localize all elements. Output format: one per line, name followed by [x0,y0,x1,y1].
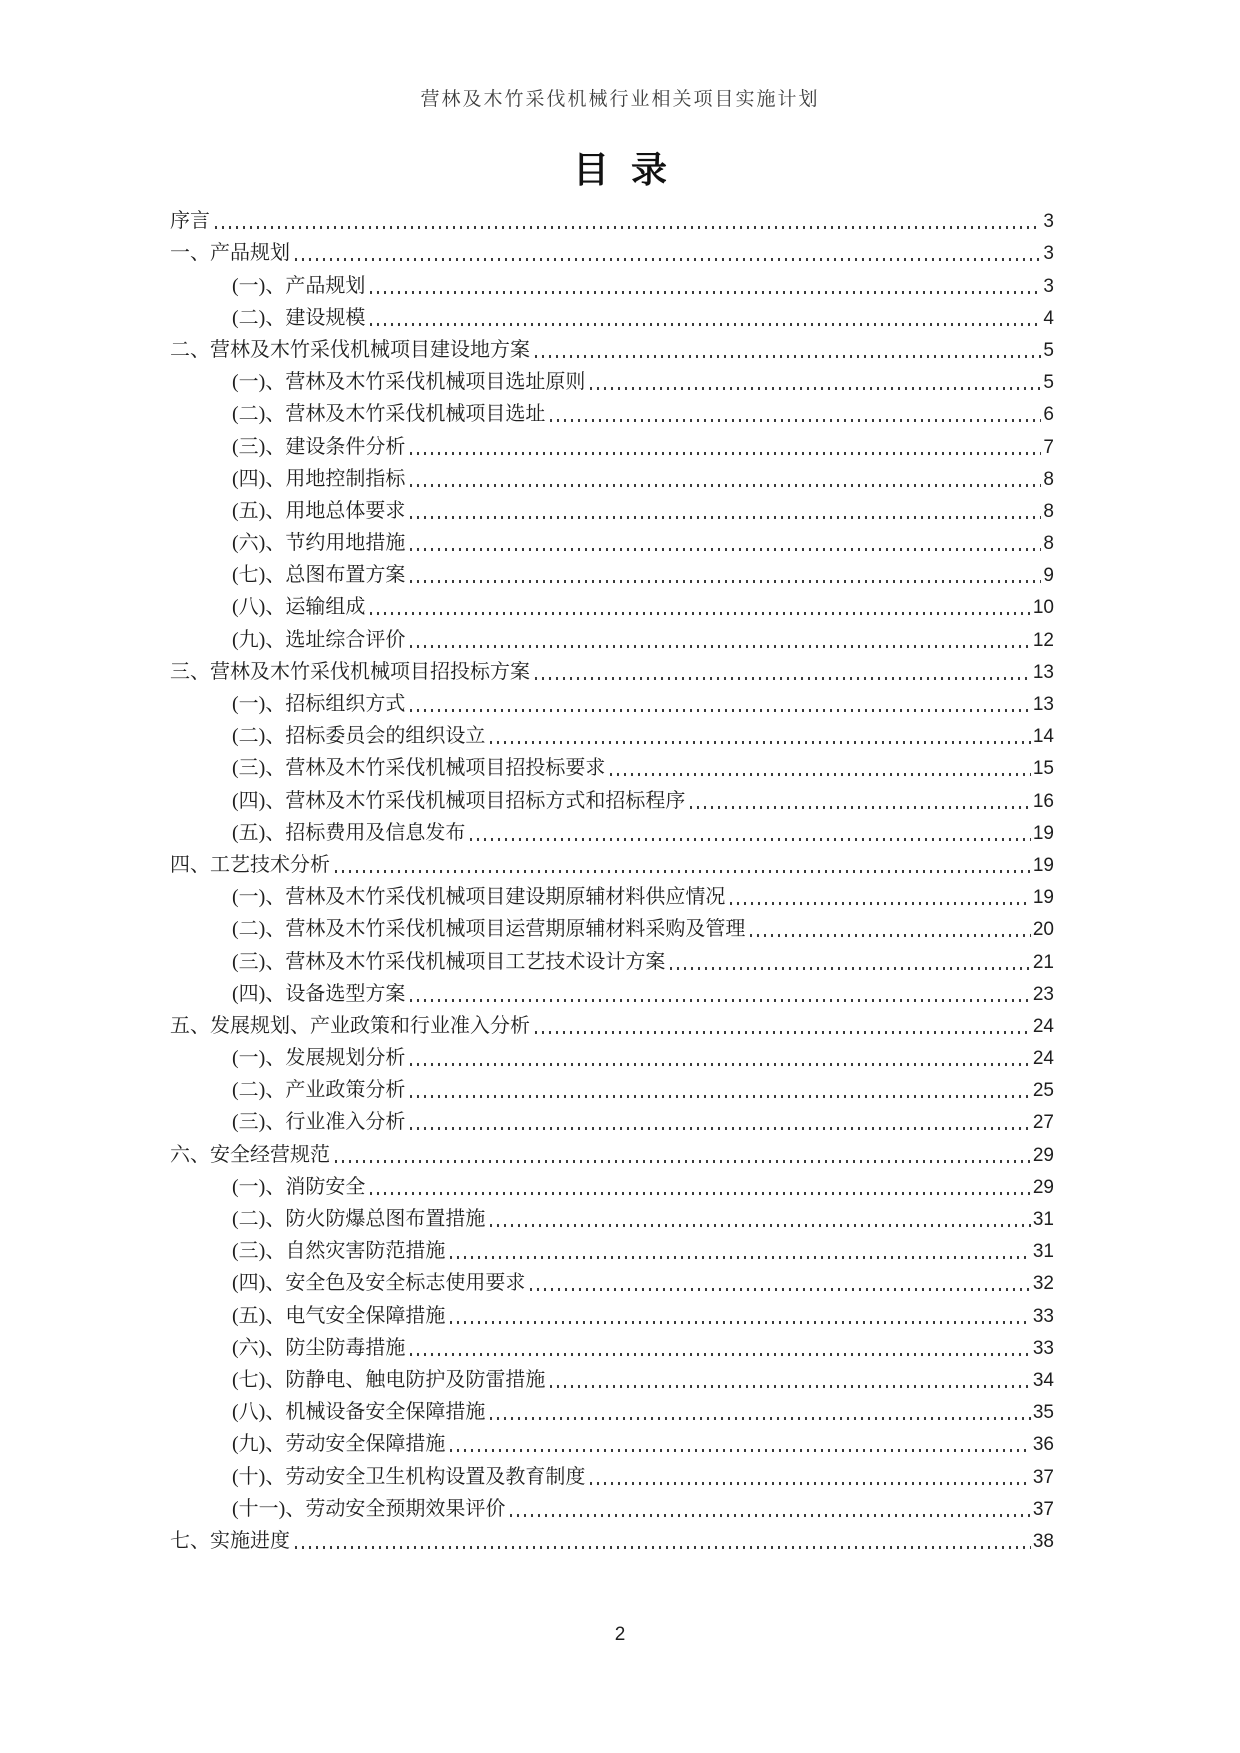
toc-entry-label: (六)、防尘防毒措施 [232,1336,406,1359]
toc-dot-leader [295,258,1041,261]
toc-entry-page-number: 5 [1043,372,1054,394]
toc-entry-label: (二)、防火防爆总图布置措施 [232,1208,486,1230]
toc-entry-label: 五、发展规划、产业政策和行业准入分析 [170,1014,530,1037]
toc-entry-label: (五)、招标费用及信息发布 [232,821,466,844]
toc-entry-label: (三)、自然灾害防范措施 [232,1240,446,1263]
toc-entry-page-number: 19 [1032,887,1054,909]
toc-entry-label: 一、产品规划 [170,242,290,265]
toc-entry-label: (九)、劳动安全保障措施 [232,1433,446,1456]
toc-entry-label: (七)、总图布置方案 [232,564,406,587]
toc-entry[interactable] [170,588,1054,620]
toc-entry[interactable] [170,685,1054,717]
document-header-title: 营林及木竹采伐机械行业相关项目实施计划 [420,89,820,110]
toc-entry[interactable] [170,1232,1054,1264]
toc-entry-page-number: 27 [1032,1112,1054,1134]
toc-dot-leader [410,452,1041,455]
toc-entry[interactable] [170,1007,1054,1039]
toc-entry[interactable] [170,1329,1054,1361]
toc-entry-page-number: 8 [1043,533,1054,555]
toc-dot-leader [410,580,1041,583]
toc-dot-leader [370,323,1041,326]
toc-dot-leader [550,419,1041,422]
toc-entry-page-number: 3 [1043,275,1054,297]
toc-entry-page-number: 15 [1032,758,1054,780]
toc-entry-page-number: 4 [1043,307,1054,329]
toc-entry-page-number: 37 [1032,1498,1054,1520]
toc-dot-leader [335,1160,1031,1163]
toc-entry-page-number: 34 [1032,1369,1054,1391]
toc-entry[interactable] [170,202,1054,234]
toc-dot-leader [410,1353,1031,1356]
toc-entry-page-number: 36 [1032,1434,1054,1456]
toc-entry[interactable] [170,620,1054,652]
toc-dot-leader [215,226,1041,229]
toc-dot-leader [450,1256,1031,1259]
toc-dot-leader [410,999,1031,1002]
toc-dot-leader [410,709,1031,712]
toc-entry-label: (一)、产品规划 [232,274,366,297]
toc-dot-leader [590,1482,1031,1485]
toc-dot-leader [510,1514,1031,1517]
toc-entry-page-number: 12 [1032,629,1054,651]
toc-entry-page-number: 13 [1032,694,1054,715]
toc-dot-leader [410,1095,1031,1098]
toc-entry-page-number: 31 [1032,1209,1054,1230]
toc-entry[interactable] [170,814,1054,846]
toc-entry[interactable] [170,1425,1054,1457]
toc-entry-label: (三)、行业准入分析 [232,1111,406,1134]
toc-entry[interactable] [170,1522,1054,1554]
toc-entry-label: (二)、招标委员会的组织设立 [232,725,486,748]
toc-entry-page-number: 20 [1032,919,1054,941]
toc-entry-label: (十)、劳动安全卫生机构设置及教育制度 [232,1465,586,1488]
toc-entry-label: 四、工艺技术分析 [170,853,330,876]
toc-entry-page-number: 5 [1043,339,1054,361]
toc-dot-leader [295,1546,1031,1549]
toc-dot-leader [470,838,1031,841]
toc-dot-leader [490,1417,1031,1420]
toc-dot-leader [550,1385,1031,1388]
toc-dot-leader [410,1063,1031,1066]
toc-dot-leader [670,967,1031,970]
toc-entry-label: 七、实施进度 [170,1529,290,1552]
toc-entry[interactable] [170,975,1054,1007]
toc-entry[interactable] [170,1200,1054,1232]
page-number-footer: 2 [614,1624,626,1645]
toc-entry-label: (一)、消防安全 [232,1175,366,1198]
toc-entry-label: (六)、节约用地措施 [232,532,406,555]
toc-entry[interactable] [170,781,1054,813]
toc-entry[interactable] [170,1490,1054,1522]
toc-title: 目录 [572,150,689,190]
toc-dot-leader [590,387,1041,390]
toc-entry[interactable] [170,846,1054,878]
toc-entry-page-number: 6 [1043,404,1054,426]
toc-entry[interactable] [170,1039,1054,1071]
toc-entry-label: (八)、运输组成 [232,596,366,619]
toc-entry-page-number: 21 [1032,951,1054,973]
toc-entry-page-number: 37 [1032,1466,1054,1488]
toc-entry-label: (七)、防静电、触电防护及防雷措施 [232,1368,546,1391]
toc-dot-leader [690,806,1031,809]
toc-entry-label: (九)、选址综合评价 [232,628,406,651]
toc-dot-leader [335,870,1031,873]
toc-entry-label: (三)、营林及木竹采伐机械项目工艺技术设计方案 [232,950,666,973]
toc-entry-page-number: 3 [1043,243,1054,265]
toc-entry-page-number: 24 [1032,1048,1054,1070]
toc-entry[interactable] [170,717,1054,749]
toc-entry-label: (四)、设备选型方案 [232,982,406,1005]
toc-entry-page-number: 13 [1032,661,1054,683]
toc-entry-label: (三)、建设条件分析 [232,435,406,458]
toc-entry[interactable] [170,749,1054,781]
toc-entry-label: (二)、建设规模 [232,306,366,329]
toc-entry-page-number: 32 [1032,1273,1054,1295]
toc-entry[interactable] [170,878,1054,910]
toc-entry-label: 三、营林及木竹采伐机械项目招投标方案 [170,660,530,683]
toc-entry-label: (二)、产业政策分析 [232,1079,406,1102]
toc-dot-leader [535,1031,1031,1034]
toc-entry-page-number: 33 [1032,1337,1054,1359]
toc-entry-page-number: 8 [1043,500,1054,522]
toc-entry[interactable] [170,1071,1054,1103]
toc-entry-label: 序言 [170,210,210,233]
toc-entry-label: (五)、电气安全保障措施 [232,1304,446,1327]
toc-entry[interactable] [170,1393,1054,1425]
toc-entry-label: (一)、招标组织方式 [232,693,406,715]
toc-entry-page-number: 14 [1032,726,1054,748]
toc-entry-page-number: 19 [1032,822,1054,844]
toc-list [170,202,1054,1554]
toc-entry-label: (十一)、劳动安全预期效果评价 [232,1497,506,1520]
toc-entry-label: (二)、营林及木竹采伐机械项目选址 [232,403,546,426]
toc-dot-leader [370,612,1031,615]
toc-dot-leader [610,773,1031,776]
toc-entry-page-number: 19 [1032,854,1054,876]
toc-entry[interactable] [170,460,1054,492]
toc-entry[interactable] [170,556,1054,588]
toc-entry-page-number: 31 [1032,1241,1054,1263]
toc-entry[interactable] [170,299,1054,331]
toc-entry[interactable] [170,653,1054,685]
toc-dot-leader [450,1321,1031,1324]
toc-entry[interactable] [170,1103,1054,1135]
toc-dot-leader [490,741,1031,744]
toc-dot-leader [410,484,1041,487]
toc-entry-page-number: 8 [1043,468,1054,490]
toc-entry[interactable] [170,395,1054,427]
toc-dot-leader [410,645,1031,648]
toc-entry-label: (四)、用地控制指标 [232,467,406,490]
toc-entry[interactable] [170,942,1054,974]
toc-entry[interactable] [170,363,1054,395]
toc-entry-page-number: 3 [1043,211,1054,233]
toc-entry[interactable] [170,234,1054,266]
toc-entry[interactable] [170,427,1054,459]
toc-entry-label: (一)、发展规划分析 [232,1047,406,1070]
toc-entry-page-number: 10 [1032,597,1054,619]
toc-dot-leader [730,902,1031,905]
toc-entry-page-number: 24 [1032,1015,1054,1037]
toc-entry-page-number: 16 [1032,790,1054,812]
toc-entry-label: 二、营林及木竹采伐机械项目建设地方案 [170,338,530,361]
toc-entry-label: (四)、安全色及安全标志使用要求 [232,1272,526,1295]
toc-dot-leader [410,1127,1031,1130]
toc-entry-label: (三)、营林及木竹采伐机械项目招投标要求 [232,757,606,780]
toc-entry[interactable] [170,1296,1054,1328]
toc-entry-page-number: 35 [1032,1402,1054,1424]
toc-entry-page-number: 38 [1032,1530,1054,1552]
toc-dot-leader [410,516,1041,519]
toc-entry[interactable] [170,331,1054,363]
toc-dot-leader [370,291,1041,294]
toc-entry[interactable] [170,910,1054,942]
toc-entry[interactable] [170,1457,1054,1489]
toc-dot-leader [535,677,1031,680]
toc-entry[interactable] [170,1168,1054,1200]
toc-entry-label: (二)、营林及木竹采伐机械项目运营期原辅材料采购及管理 [232,918,746,941]
toc-dot-leader [490,1224,1031,1227]
toc-entry-label: (一)、营林及木竹采伐机械项目选址原则 [232,371,586,394]
toc-entry-page-number: 25 [1032,1080,1054,1102]
toc-entry-label: (一)、营林及木竹采伐机械项目建设期原辅材料供应情况 [232,886,726,909]
toc-entry-label: (八)、机械设备安全保障措施 [232,1401,486,1424]
toc-dot-leader [450,1449,1031,1452]
toc-entry-label: 六、安全经营规范 [170,1143,330,1166]
toc-entry[interactable] [170,1361,1054,1393]
toc-dot-leader [410,548,1041,551]
toc-entry-page-number: 23 [1032,983,1054,1005]
toc-dot-leader [535,355,1041,358]
toc-entry-page-number: 9 [1043,565,1054,587]
toc-entry[interactable] [170,492,1054,524]
toc-entry-page-number: 33 [1032,1305,1054,1327]
toc-entry[interactable] [170,1135,1054,1167]
toc-entry-page-number: 29 [1032,1144,1054,1166]
toc-dot-leader [750,934,1031,937]
toc-entry-label: (四)、营林及木竹采伐机械项目招标方式和招标程序 [232,789,686,812]
toc-dot-leader [530,1288,1031,1291]
toc-entry[interactable] [170,266,1054,298]
toc-entry-page-number: 29 [1032,1176,1054,1198]
toc-entry[interactable] [170,524,1054,556]
toc-dot-leader [370,1192,1031,1195]
toc-entry-page-number: 7 [1043,436,1054,458]
toc-entry[interactable] [170,1264,1054,1296]
toc-entry-label: (五)、用地总体要求 [232,499,406,522]
